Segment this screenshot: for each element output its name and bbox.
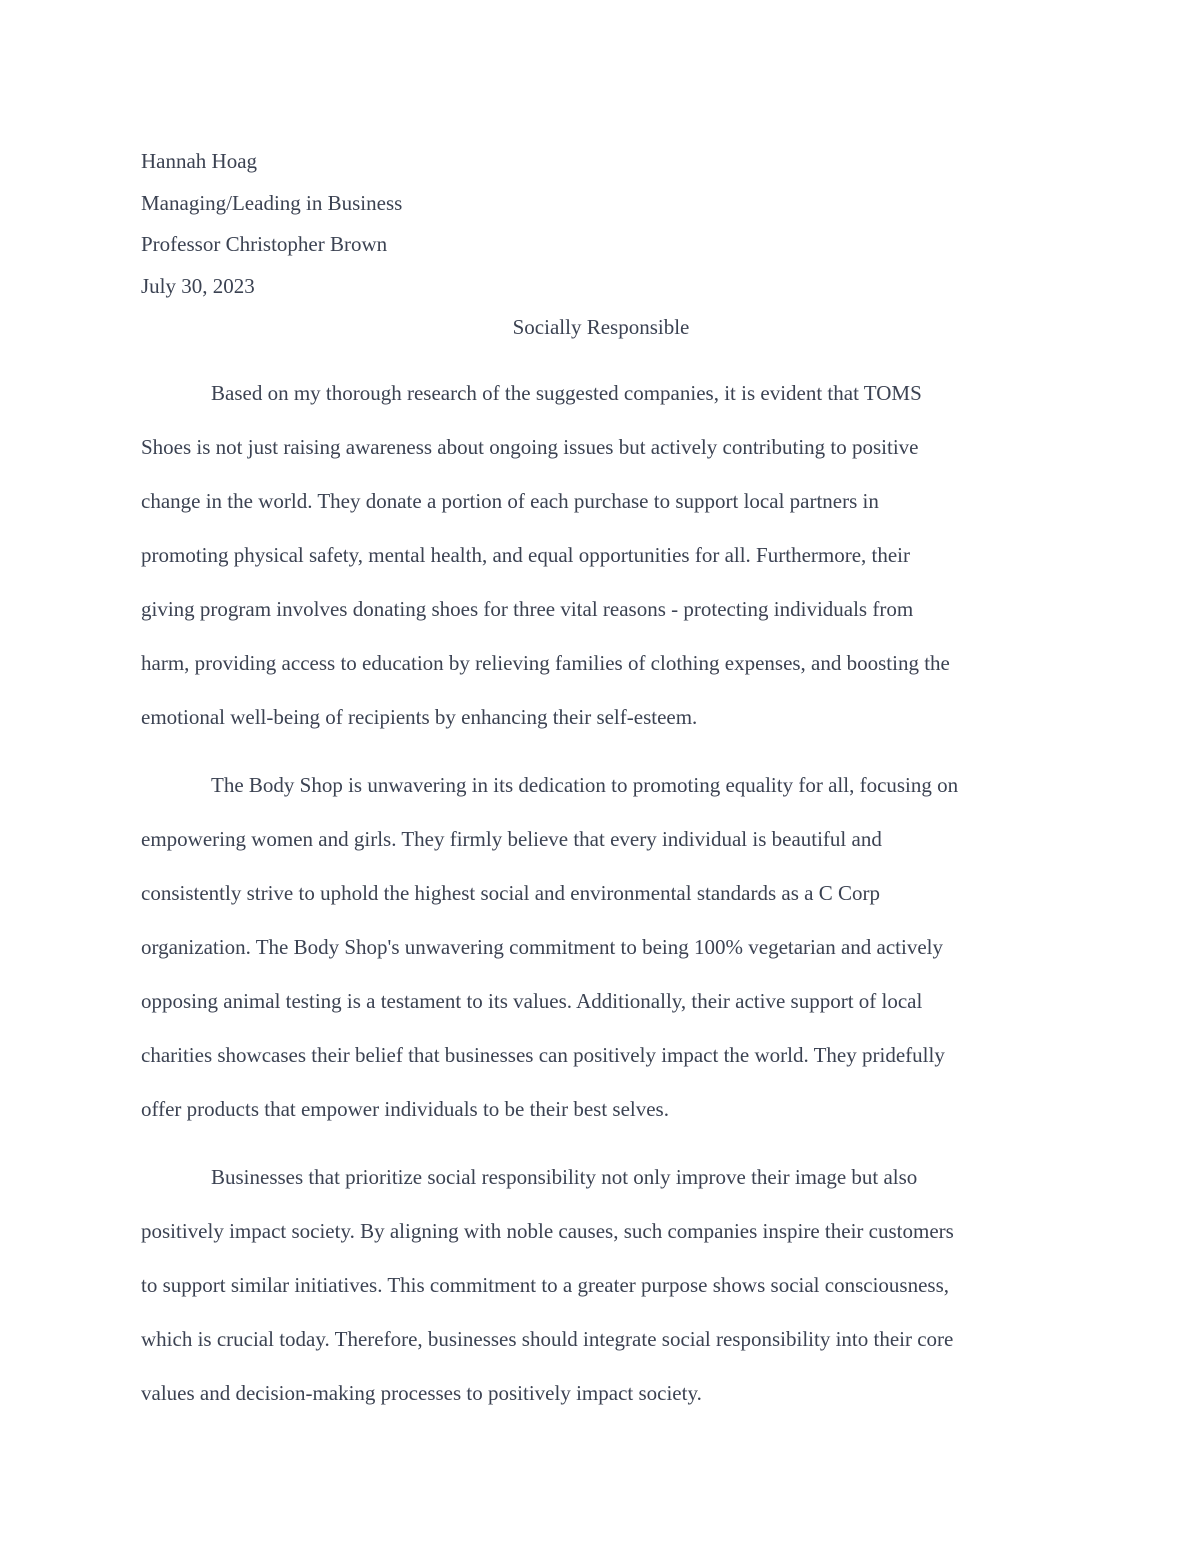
paragraph-line: opposing animal testing is a testament to its values. Additionally, their active support of local	[141, 989, 923, 1013]
paragraph-line: to support similar initiatives. This commitment to a greater purpose shows social consciousness,	[141, 1273, 949, 1297]
document-body	[141, 366, 1061, 1434]
paragraph-line: Businesses that prioritize social responsibility not only improve their image but also	[211, 1165, 918, 1189]
paragraph-line: giving program involves donating shoes for three vital reasons - protecting individuals from	[141, 597, 914, 621]
paragraph-line: emotional well-being of recipients by enhancing their self-esteem.	[141, 705, 698, 729]
paragraph-line: Shoes is not just raising awareness about ongoing issues but actively contributing to positive	[141, 435, 919, 459]
paragraph-line: change in the world. They donate a portion of each purchase to support local partners in	[141, 489, 879, 513]
paragraph-line: which is crucial today. Therefore, businesses should integrate social responsibility into their core	[141, 1327, 954, 1351]
document-date: July 30, 2023	[141, 273, 255, 298]
paragraph-line: organization. The Body Shop's unwavering commitment to being 100% vegetarian and actively	[141, 935, 943, 959]
author-name: Hannah Hoag	[141, 149, 258, 173]
course-name: Managing/Leading in Business	[141, 190, 403, 215]
paragraph-line: promoting physical safety, mental health, and equal opportunities for all. Furthermore, their	[141, 543, 911, 567]
paragraph-2	[141, 758, 1061, 1136]
paragraph-3	[141, 1150, 1061, 1420]
document-title: Socially Responsible	[512, 315, 690, 339]
professor-name: Professor Christopher Brown	[141, 232, 388, 256]
paragraph-line: harm, providing access to education by relieving families of clothing expenses, and boosting the	[141, 651, 950, 675]
paragraph-line: consistently strive to uphold the highest social and environmental standards as a C Corp	[141, 881, 880, 905]
paragraph-line: empowering women and girls. They firmly believe that every individual is beautiful and	[141, 827, 882, 851]
document-header	[141, 141, 1061, 349]
paragraph-line: Based on my thorough research of the suggested companies, it is evident that TOMS	[211, 381, 922, 405]
paragraph-line: charities showcases their belief that businesses can positively impact the world. They pridefully	[141, 1043, 945, 1067]
paragraph-line: The Body Shop is unwavering in its dedication to promoting equality for all, focusing on	[211, 773, 959, 797]
paragraph-line: offer products that empower individuals to be their best selves.	[141, 1097, 669, 1121]
paragraph-line: values and decision-making processes to positively impact society.	[141, 1381, 702, 1405]
paragraph-1	[141, 366, 1061, 744]
paragraph-line: positively impact society. By aligning with noble causes, such companies inspire their customers	[141, 1219, 954, 1243]
